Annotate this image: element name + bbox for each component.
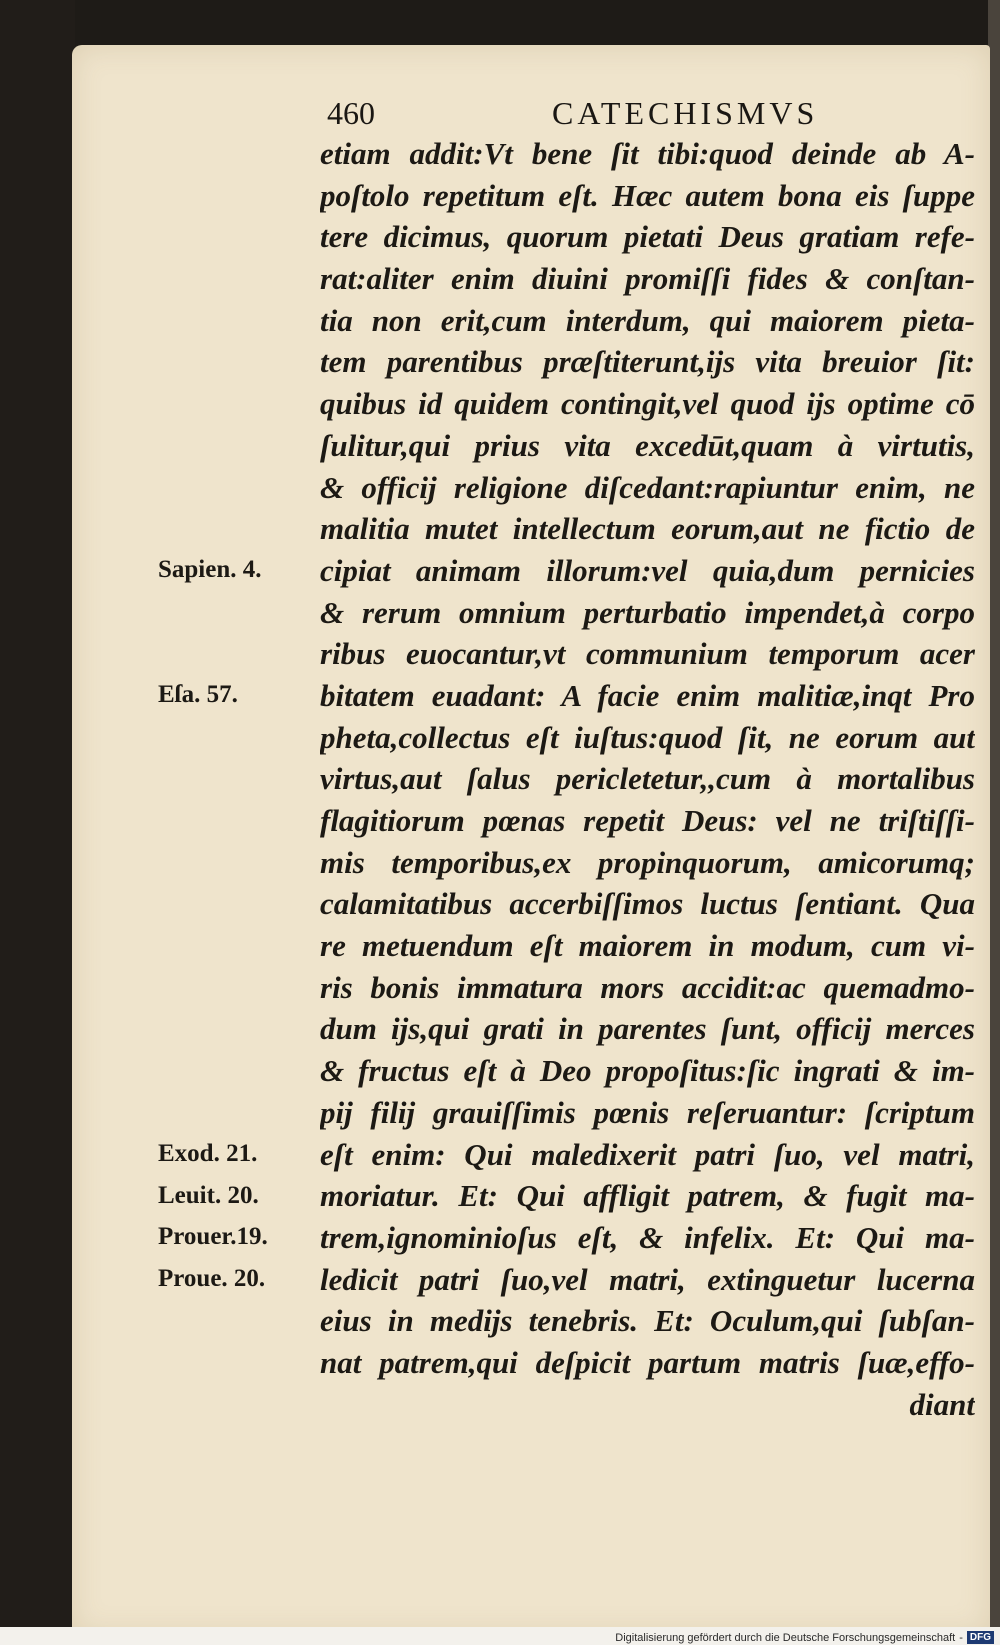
text-line: ſulitur,qui prius vita excedūt,quam à virtutis, — [320, 427, 975, 463]
text-line: & officij religione diſcedant:rapiuntur enim, ne — [320, 469, 975, 505]
text-line: pij filij grauiſſimis pœnis reſeruantur: ſcriptum — [320, 1094, 975, 1130]
text-line: eſt enim: Qui maledixerit patri ſuo, vel matri, — [320, 1136, 975, 1172]
text-line: moriatur. Et: Qui affligit patrem, & fugit ma- — [320, 1178, 975, 1214]
text-line: trem,ignominioſus eſt, & infelix. Et: Qui ma- — [320, 1219, 975, 1255]
text-line: tem parentibus præſtiterunt,ijs vita breuior ſit: — [320, 344, 975, 380]
body-text — [320, 133, 975, 1425]
scan-background-left — [0, 0, 75, 1645]
text-line: ribus euocantur,vt communium temporum acer — [320, 636, 975, 672]
running-title: CATECHISMVS — [552, 95, 819, 131]
margin-reference: Sapien. 4. — [158, 556, 262, 583]
footer-credit-text: Digitalisierung gefördert durch die Deutsche Forschungsgemeinschaft — [615, 1631, 956, 1644]
text-line: tere dicimus, quorum pietati Deus gratiam refe- — [320, 219, 975, 255]
text-line: re metuendum eſt maiorem in modum, cum vi- — [320, 928, 975, 964]
text-line: calamitatibus accerbiſſimos luctus ſentiant. Qua — [320, 886, 975, 922]
text-line: nat patrem,qui deſpicit partum matris ſuæ,effo- — [320, 1344, 975, 1380]
text-line: & rerum omnium perturbatio impendet,à corpo — [320, 594, 975, 630]
margin-reference: Proue. 20. — [158, 1264, 266, 1292]
text-line: flagitiorum pœnas repetit Deus: vel ne triſtiſſi- — [320, 803, 975, 838]
text-line: rat:aliter enim diuini promiſſi fides & conſtan- — [320, 261, 975, 297]
text-line: pheta,collectus eſt iuſtus:quod ſit, ne eorum aut — [320, 719, 975, 755]
page-number: 460 — [327, 95, 375, 131]
text-line: ris bonis immatura mors accidit:ac quemadmo- — [320, 969, 975, 1005]
margin-reference: Leuit. 20. — [158, 1181, 259, 1209]
book-page — [72, 45, 990, 1635]
text-line: poſtolo repetitum eſt. Hæc autem bona eis ſuppe — [320, 177, 975, 213]
text-line: tia non erit,cum interdum, qui maiorem pieta- — [320, 302, 975, 338]
text-line: virtus,aut ſalus pericletetur,,cum à mortalibus — [320, 761, 975, 797]
margin-reference: Eſa. 57. — [158, 681, 238, 709]
footer-credit: Digitalisierung gefördert durch die Deutsche Forschungsgemeinschaft - DFG — [615, 1631, 994, 1644]
margin-reference: Exod. 21. — [158, 1139, 258, 1167]
text-line: cipiat animam illorum:vel quia,dum pernicies — [320, 552, 975, 588]
text-line: & fructus eſt à Deo propoſitus:ſic ingrati & im- — [320, 1053, 975, 1089]
text-line: bitatem euadant: A facie enim malitiæ,inqt Pro — [320, 677, 975, 713]
text-line: etiam addit:Vt bene ſit tibi:quod deinde ab A- — [320, 136, 975, 171]
text-line: malitia mutet intellectum eorum,aut ne fictio de — [320, 511, 975, 547]
text-line: diant — [909, 1386, 975, 1422]
text-line: ledicit patri ſuo,vel matri, extinguetur lucerna — [320, 1261, 975, 1297]
text-line: quibus id quidem contingit,vel quod ijs optime cō — [320, 386, 975, 422]
text-line: eius in medijs tenebris. Et: Oculum,qui ſubſan- — [320, 1303, 975, 1339]
digitization-footer — [0, 1627, 1000, 1645]
page-header — [72, 95, 990, 135]
dfg-logo: DFG — [967, 1631, 994, 1644]
margin-reference: Prouer.19. — [158, 1223, 268, 1251]
text-line: dum ijs,qui grati in parentes ſunt, officij merces — [320, 1011, 975, 1047]
text-line: mis temporibus,ex propinquorum, amicorumq; — [320, 844, 975, 880]
